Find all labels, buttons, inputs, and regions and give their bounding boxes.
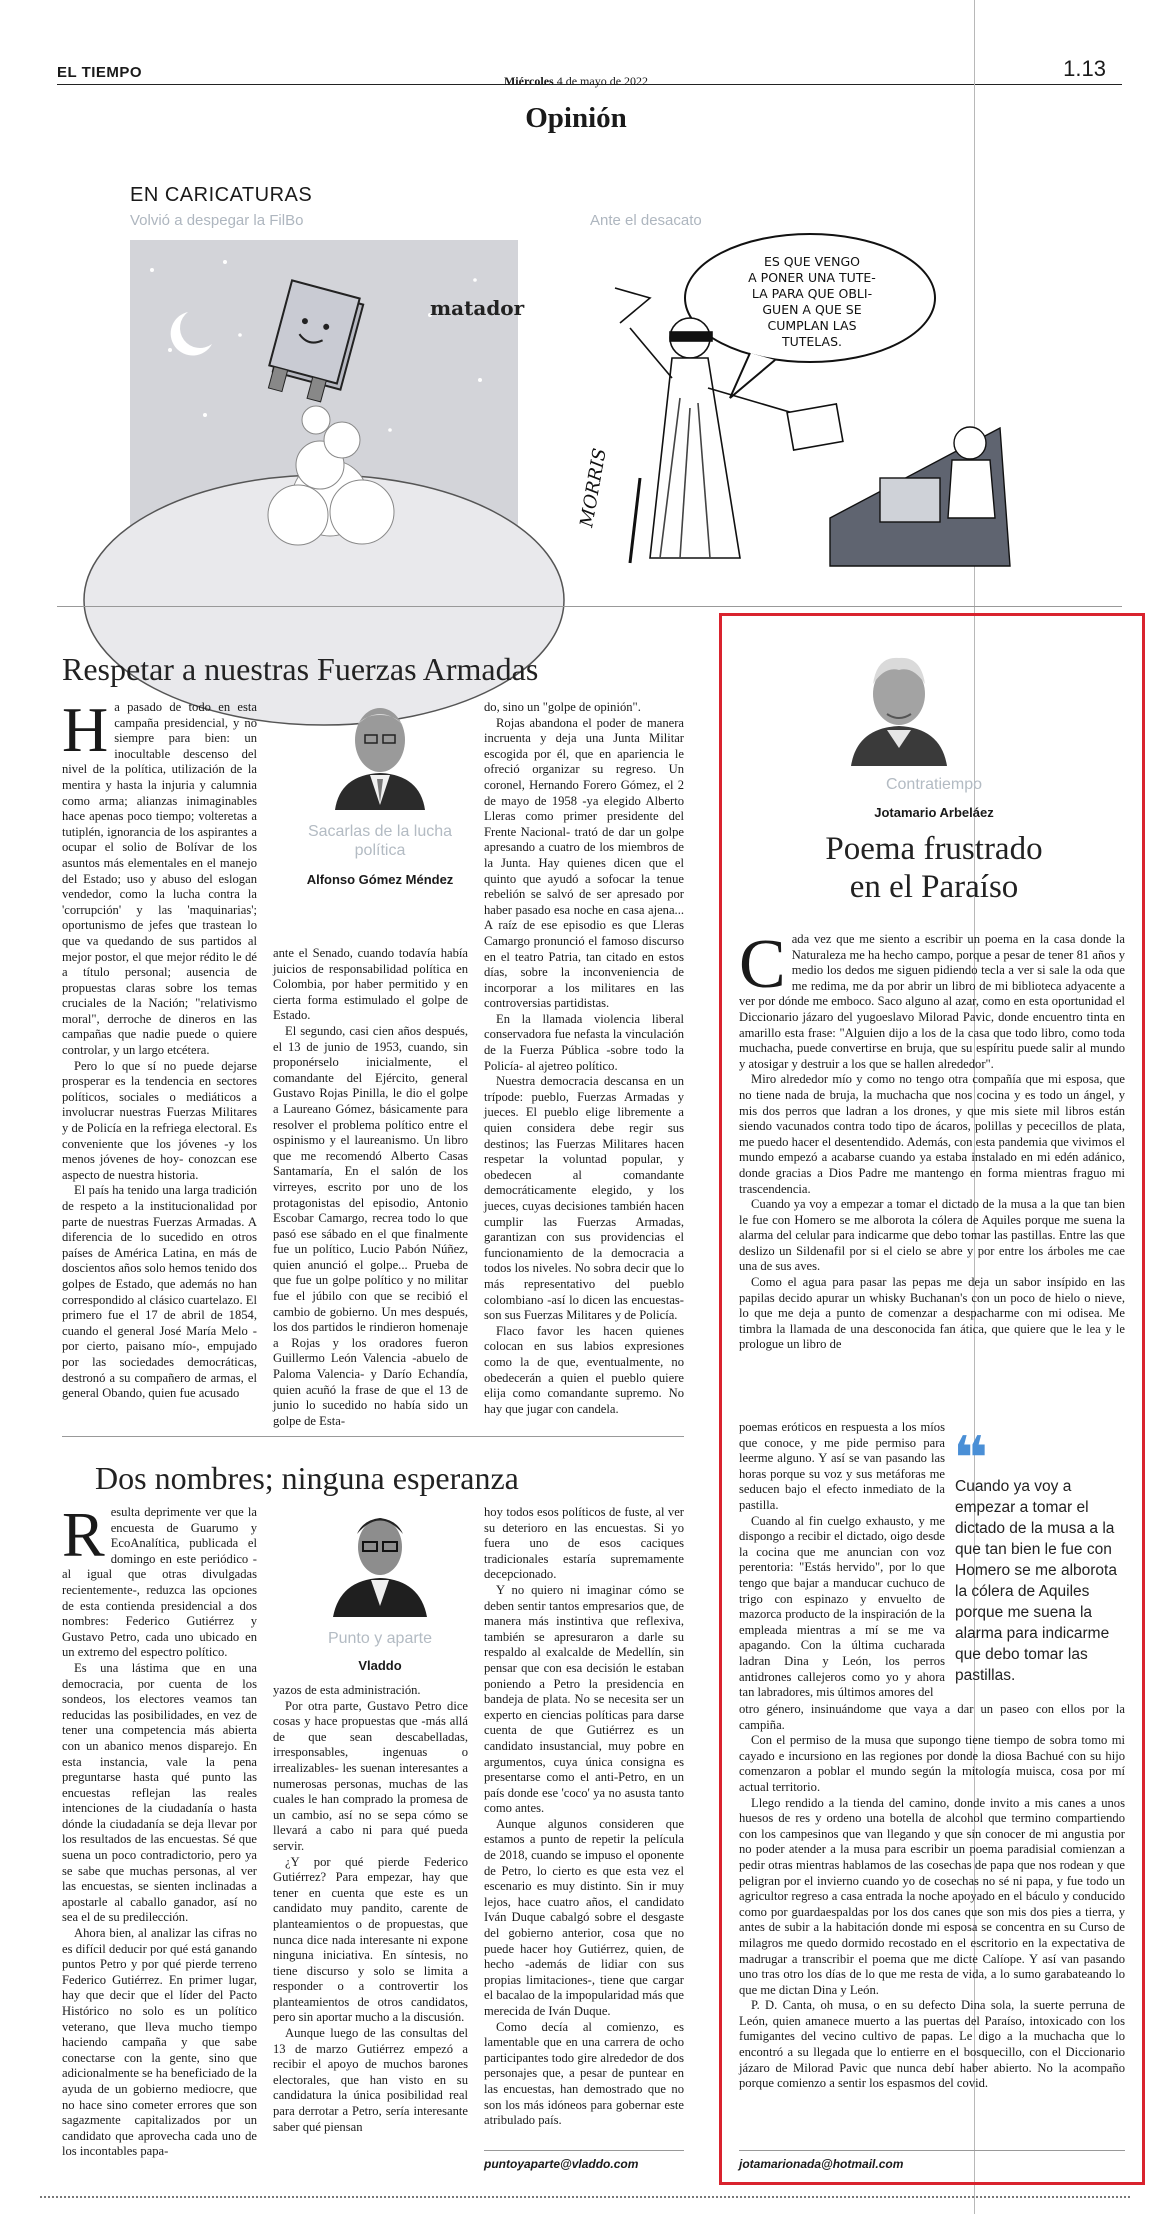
article1-headline: Respetar a nuestras Fuerzas Armadas: [62, 651, 539, 687]
cartoon-filbo: [130, 240, 525, 562]
article2-email-rule: [484, 2150, 684, 2151]
article2-headline: Dos nombres; ninguna esperanza: [95, 1460, 519, 1496]
article3-p2: Miro alrededor mío y como no tengo otra compañía que mi esposa, que no tiene nada de bruja, la muchacha que nos cocina y es todo un ángel, y mis dos perros que ladran a los drones, y que mis siete mil libros están siendo vacunados contra todo tipo de ácaros, polillas y pececillos de plata, me puedo hacer el desentendido. Además, con esta pandemia que vivimos el mundo empezó a acabarse cuando ya estaba instalado en mi edén adánico, donde gracias a Dios Padre me mantengo en forma mientras fraguo mi trascendencia.: [739, 1072, 1125, 1196]
article2-col2: [273, 1683, 468, 2135]
cartoon-left-signature: matador: [430, 296, 525, 320]
cartoon-right-title: Ante el desacato: [590, 212, 702, 229]
article1-col3-p5: Flaco favor les hacen quienes colocan en sus labios expresiones como la de que, eventualmente, no obedecerán a quien el pueblo quiere elija como comandante supremo. No hay que jugar con candela.: [484, 1323, 684, 1416]
article1-p1: a pasado de todo en esta campaña presidencial, y no siempre para bien: un inocultable descenso del nivel de la política, utilización de la mentira y hasta la injuria y calumnia como arma; alianzas inimaginables hace apenas poco tiempo; volteretas a tutiplén, ignorancia de los aspirantes a ocupar el solio de Bolívar de los asuntos más elementales en el manejo del Estado; uso y abuso del eslogan vendedor, como la lucha contra la 'corrupción' y las 'maquinarias'; oportunismo de jefes que trastean lo que va quedando de sus partidos al mejor postor, el que mejor rédito le dé a título personal; ausencia de propuestas claras sobre los temas cruciales de la Nación; "relativismo moral", derroche de dineros en las campañas que nadie puede o quiere controlar, y un largo etcétera.: [62, 700, 257, 1058]
article2-col3-p3: Aunque algunos consideren que estamos a punto de repetir la película de 2018, cuando se impuso el oponente de Petro, lo cierto es que esta vez el escenario es muy distinto. Sin ir muy lejos, hace cuatro años, el candidato Iván Duque cabalgó sobre el desgaste del gobierno anterior, cosa que no puede hacer hoy Gutiérrez, quien, de hecho -además de lidiar con sus propias limitaciones-, tiene que cargar el bacalao de la impopularidad más que merecida de Iván Duque.: [484, 1816, 684, 2018]
article3-body-top: [739, 926, 1125, 1353]
article1-col3-p4: Nuestra democracia descansa en un trípode: pueblo, Fuerzas Armadas y jueces. El pueblo elige libremente a quien considera debe regir sus destinos; las Fuerzas Militares hacen respetar la voluntad popular, y obedecen al comandante democráticamente elegido, y los jueces, cuyas decisiones también hacen cumplir las Fuerzas Armadas, garantizan con sus providencias el funcionamiento de la democracia a todos los niveles. No sobra decir que lo más representativo del pueblo colombiano -así lo dicen las encuestas- son sus Fuerzas Militares y de Policía.: [484, 1074, 684, 1323]
article2-col2-p3: ¿Y por qué pierde Federico Gutiérrez? Para empezar, hay que tener en cuenta que este es un candidato muy pandito, carente de planteamientos o de propuestas, que nunca dice nada interesante ni expone ninguna iniciativa. En síntesis, no tiene discurso y solo se limita a responder o a controvertir los planteamientos de otros candidatos, pero sin aportar mucho a la discusión.: [273, 1854, 468, 2025]
article1-author: Alfonso Gómez Méndez: [306, 872, 454, 887]
article-divider: [62, 1436, 684, 1437]
cartoon-divider: [57, 606, 1122, 607]
article2-col3-p4: Como decía al comienzo, es lamentable que en una carrera de ocho participantes todo gire alrededor de dos personajes que, a pesar de puntear en las encuestas, han demostrado que no son los más idóneos para gobernar este atribulado país.: [484, 2019, 684, 2128]
article3-p10: P. D. Canta, oh musa, o en su defecto Dina sola, la suerte perruna de León, quien amanece muerto a las puertas del Paraíso, intoxicado con los fumigantes del vecino cultivo de papas. Le digo a la muchacha que lo encontró a su llegada que lo entierre en el bosquecillo, con el Diccionario jázaro de Milorad Pavic que nunca debí haber abierto. No la acompaño porque comienzo a sentir los espasmos del covid.: [739, 1998, 1125, 2091]
article1-p3: El país ha tenido una larga tradición de respeto a la institucionalidad por parte de nuestras Fuerzas Armadas. A diferencia de lo sucedido en otros países de América Latina, en más de doscientos años solo hemos tenido dos golpes de Estado, que además no han correspondido al clásico cuartelazo. El primero fue el 17 de abril de 1854, cuando el general José María Melo -por cierto, paisano mío-, empujado por las sociedades democráticas, destronó a su compañero de armas, el general Obando, quien fue acusado: [62, 1183, 257, 1401]
dateline: [0, 74, 1152, 89]
article3-headline-line1: Poema frustrado: [825, 831, 1043, 867]
article1-col3-p1: do, sino un "golpe de opinión".: [484, 700, 641, 714]
article1-col1: [62, 694, 257, 1402]
article3-dropcap: C: [739, 926, 786, 1003]
dateline-day: Miércoles: [503, 74, 554, 88]
article1-col2-p1: ante el Senado, cuando todavía había juicios de responsabilidad política en Colombia, por haber permitido y en cierta forma estimulado el golpe de Estado.: [273, 946, 468, 1023]
article2-kicker: Punto y aparte: [327, 1630, 433, 1647]
article2-col1: [62, 1499, 257, 2160]
bottom-edge: [40, 2196, 1130, 2198]
speech-line-3: LA PARA QUE OBLI-: [751, 286, 873, 301]
article2-email: puntoyaparte@vladdo.com: [484, 2157, 639, 2171]
article2-p1: esulta deprimente ver que la encuesta de Guarumo y EcoAnalítica, publicada el domingo en este periódico -al igual que otras divulgadas recientemente-, reduzca las opciones de esta contienda presidencial a dos nombres: Federico Gutiérrez y Gustavo Petro, cada uno ubicado en un extremo del espectro político.: [62, 1505, 257, 1660]
article1-dropcap: H: [62, 694, 109, 765]
article3-p3: Cuando ya voy a empezar a tomar el dictado de la musa a la que tan bien le fue con Homero se me alborota la cólera de Aquiles porque me suena la alarma del celular para indicarme que debo tomar las pastillas. Entre las que deslizo un Sildenafil por si el cielo se abre y por entre los árboles me cae una de sus aves.: [739, 1197, 1125, 1274]
article3-email-rule: [739, 2150, 1125, 2151]
article2-author: Vladdo: [358, 1658, 402, 1673]
article1-p2: Pero lo que sí no puede dejarse prosperar es la tendencia en sectores políticos, sociales o mediáticos a involucrar nuestras Fuerzas Militares y de Policía en la refriega electoral. Es conveniente que los jóvenes -y los menos jóvenes de hoy- conozcan ese aspecto de nuestra historia.: [62, 1058, 257, 1182]
article1-author-photo: [325, 695, 435, 810]
speech-line-1: ES QUE VENGO: [764, 254, 860, 269]
article3-headline-line2: en el Paraíso: [849, 869, 1019, 905]
article2-p3: Ahora bien, al analizar las cifras no es difícil deducir por qué está ganando puntos Petro y por qué pierde terreno Federico Gutiérrez. En primer lugar, hay que decir que el líder del Pacto Histórico no solo es un político veterano, que lleva mucho tiempo haciendo campaña y que sabe conectarse con la gente, sino que adicionalmente se ha beneficiado de la ayuda de un gobierno mediocre, que no hace sino cometer errores que son sagazmente capitalizados por un candidato que aprovecha cada uno de los incontables papa-: [62, 1926, 257, 2159]
article3-p5: poemas eróticos en respuesta a los míos que conoce, y me pide permiso para leerme alguno. Y así se van pasando las horas porque su voz y sus metáforas me seducen bajo el efecto inmediato de la pastilla.: [739, 1420, 945, 1512]
article3-headline: [739, 830, 1129, 906]
article2-p2: Es una lástima que en una democracia, por cuenta de los sondeos, los electores veamos tan reducidas las posibilidades, en vez de tener una competencia más abierta con un abanico menos disparejo. En esta instancia, vale la pena preguntarse hasta qué punto las encuestas reflejan las reales intenciones de la ciudadanía o hasta dónde la ciudadanía se deja llevar por los resultados de las encuestas. Sé que suena un poco contradictorio, pero ya se sabe que muchas personas, al ver las encuestas, se sienten inclinadas a apostarle al caballo ganador, así no sea el de su predilección.: [62, 1660, 257, 1925]
article3-author-photo: [847, 648, 951, 766]
cartoon-left-title: Volvió a despegar la FilBo: [130, 212, 304, 229]
article3-email: jotamarionada@hotmail.com: [739, 2157, 904, 2171]
article3-body-narrow: [739, 1420, 945, 1701]
article1-col3-p3: En la llamada violencia liberal conservadora fue nefasta la vinculación de la Fuerza Pública -sobre todo la Policía- al ajetreo político.: [484, 1011, 684, 1073]
article2-col2-p2: Por otra parte, Gustavo Petro dice cosas y hace propuestas que -más allá de que sean descabelladas, irresponsables, ingenuas o irrealizables- les suenan interesantes a numerosas personas, muchas de las cuales le han comprado la promesa de un cambio, así no se sepa cómo se llevará a cabo ni para qué pueda servir.: [273, 1698, 468, 1853]
speech-line-6: TUTELAS.: [781, 334, 843, 349]
quote-icon: ❝: [953, 1424, 989, 1494]
article2-col2-p1: yazos de esta administración.: [273, 1683, 421, 1697]
cartoons-label: EN CARICATURAS: [130, 184, 313, 206]
article3-kicker: Contratiempo: [885, 776, 983, 793]
speech-line-4: GUEN A QUE SE: [762, 302, 862, 317]
masthead: EL TIEMPO: [57, 64, 143, 81]
article2-col3: [484, 1505, 684, 2129]
section-title: Opinión: [525, 102, 627, 134]
article1-kicker: Sacarlas de la lucha política: [307, 823, 453, 859]
article1-col2-p2: El segundo, casi cien años después, el 13 de junio de 1953, cuando, sin proponérselo inicialmente, el comandante del Ejército, general Gustavo Rojas Pinilla, le dio el golpe a Laureano Gómez, básicamente para resolver el problema político entre el ospinismo y el laureanismo. Un libro que me recomendó Alberto Casas Santamaría, En el salón de los virreyes, escrito por uno de los protagonistas del episodio, Antonio Escobar Camargo, recrea todo lo que pasó ese sábado en el que finalmente fue un político, Lucio Pabón Núñez, quien anunció el golpe... Prueba de que fue un golpe político y no militar fue el júbilo con que se recibió el cambio de gobierno. Un mes después, los dos partidos le rindieron homenaje a Rojas y los oradores fueron Guillermo León Valencia -abuelo de Paloma Valencia- y Darío Echandía, quien acuñó la frase de que el 13 de junio lo sucedido no había sido un golpe de Esta-: [273, 1023, 468, 1428]
speech-line-5: CUMPLAN LAS: [767, 318, 857, 333]
article3-author: Jotamario Arbeláez: [874, 805, 994, 820]
cartoon-desacato: [576, 228, 1010, 566]
article2-dropcap: R: [62, 1499, 105, 1570]
article1-col3: [484, 700, 684, 1417]
dateline-date: 4 de mayo de 2022: [556, 74, 649, 88]
article1-col3-p2: Rojas abandona el poder de manera incruenta y deja una Junta Militar escogida por él, que en apariencia le ofreció organizar su regreso. Un coronel, Hernando Forero Gómez, el 2 de mayo de 1958 -ya elegido Alberto Lleras como primer presidente del Frente Nacional- trató de dar un golpe apresando a cuatro de los miembros de la Junta. Hay quienes dicen que el quinto que ayudó a sofocar la tenue rebelión se salvó de ser apresado por haber pasado esa noche en casa ajena... A raíz de ese episodio es que Lleras Camargo pronunció el famoso discurso en el teatro Patria, tan citado en estos días, sobre la inconveniencia de incorporar a los militares en las controversias partidistas.: [484, 715, 684, 1011]
article3-pull-quote: Cuando ya voy a empezar a tomar el dictado de la musa a la que tan bien le fue con Homero se me alborota la cólera de Aquiles porque me suena la alarma para indicarme que debo tomar las pastillas.: [955, 1478, 1117, 1684]
article2-col3-p1: hoy todos esos políticos de fuste, al ver su deterioro en las encuestas. Si yo fuera uno de esos caciques tradicionales estaría supremamente decepcionado.: [484, 1505, 684, 1582]
page-number: 1.13: [1063, 56, 1106, 81]
article2-author-photo: [325, 1502, 435, 1617]
speech-line-2: A PONER UNA TUTE-: [748, 270, 876, 285]
article1-col2: [273, 946, 468, 1429]
article2-col3-p2: Y no quiero ni imaginar cómo se deben sentir tantos empresarios que, de manera más instintiva que reflexiva, también se apresuraron a darle su respaldo al exalcalde de Medellín, sin pensar que con esa decisión le estaban poniendo a Petro la presidencia en bandeja de plata. No se necesita ser un experto en ciencias políticas para darse cuenta de que Gutiérrez es un candidato insustancial, muy pobre en argumentos, cuya única consigna es presentarse como el anti-Petro, en un país donde ese 'coco' ya no asusta tanto como antes.: [484, 1582, 684, 1816]
article1-author-block: [300, 695, 460, 887]
article2-author-block: [300, 1502, 460, 1673]
article3-p4: Como el agua para pasar las pepas me deja un sabor insípido en las papilas decido apurar un whisky Buchanan's con un poco de hielo o nieve, lo que me deja a punto de comenzar a despacharme con mi odisea. Me timbra la llamada de una desconocida fan ática, que quiere que le lea y le prologue un libro de: [739, 1275, 1125, 1352]
article3-p1: ada vez que me siento a escribir un poema en la casa donde la Naturaleza me ha hecho campo, porque a pesar de tener 81 años y medio los dedos me siguen pidiendo tecla a ver si sale la oda que me redima, me da por abrir un libro de mi biblioteca adyacente a ver por dónde me emboco. Saco alguno al azar, como en esta oportunidad el Diccionario jázaro del yugoeslavo Milorad Pavic, donde encuentro tinta en amarillo esta frase: "Alguien dijo a los de la casa que todo libro, como toda muchacha, puede convertirse en bruja, que su espíritu puede salir al mundo y atosigar y destruir a los que se hallen alrededor".: [739, 932, 1125, 1071]
article3-p6: Cuando al fin cuelgo exhausto, y me dispongo a recibir el dictado, oigo desde la cocina que me anuncian con voz perentoria: "Estás hervido", por lo que tengo que bajar a manducar cuchuco de trigo con espinazo y envuelto de mazorca producto de la inspiración de la empleada mientras a mí se me va apagando. Con la última cucharada ladran Dina y León, los perros antidrones callejeros como yo y ahora tan labradores, mis últimos amores del: [739, 1513, 945, 1700]
article3-body-bottom: [739, 1702, 1125, 2092]
article2-col2-p4: Aunque luego de las consultas del 13 de marzo Gutiérrez empezó a recibir el apoyo de muchos barones electorales, que han visto en su candidatura la única posibilidad real para derrotar a Petro, sería interesante saber qué piensan: [273, 2026, 468, 2134]
article3-p7: otro género, insinuándome que vaya a dar un paseo con ellos por la campiña.: [739, 1702, 1125, 1732]
article3-p8: Con el permiso de la musa que supongo tiene tiempo de sobra tomo mi cayado e incursiono en las regiones por donde la diosa Bachué con su hijo comenzaron a poblar el mundo según la mitología muisca, cosa por mí actual territorio.: [739, 1733, 1125, 1794]
article3-p9: Llego rendido a la tienda del camino, donde invito a mis canes a unos huesos de res y ordeno una botella de alcohol que termino compartiendo con los campesinos que van llegando y que sin conocer de mi angustia por no poder atender a la musa para escribir un poema paradisial comienzan a pedir otras mientras hablamos de las cosechas de papa que nos rodean y que peligran por el invierno cuando yo de cosechas no sé ni papa, y fue todo un agricultor regreso a casa entrada la noche apoyado en el báculo y conducido como por guardaespaldas por los dos canes que son mis dos pies a tierra, y antes de subir a la habitación donde mi esposa se concentra en su Curso de milagros me quedo dormido recostado en el escritorio en la expectativa de madrugar a transcribir el poema que me dicte Calíope. Y así van pasando uno tras otro los días de lo que me resta de vida, a lo sumo garabateando lo que me dictan Dina y León.: [739, 1795, 1125, 1997]
cartoon-right-signature: MORRIS: [576, 446, 611, 529]
